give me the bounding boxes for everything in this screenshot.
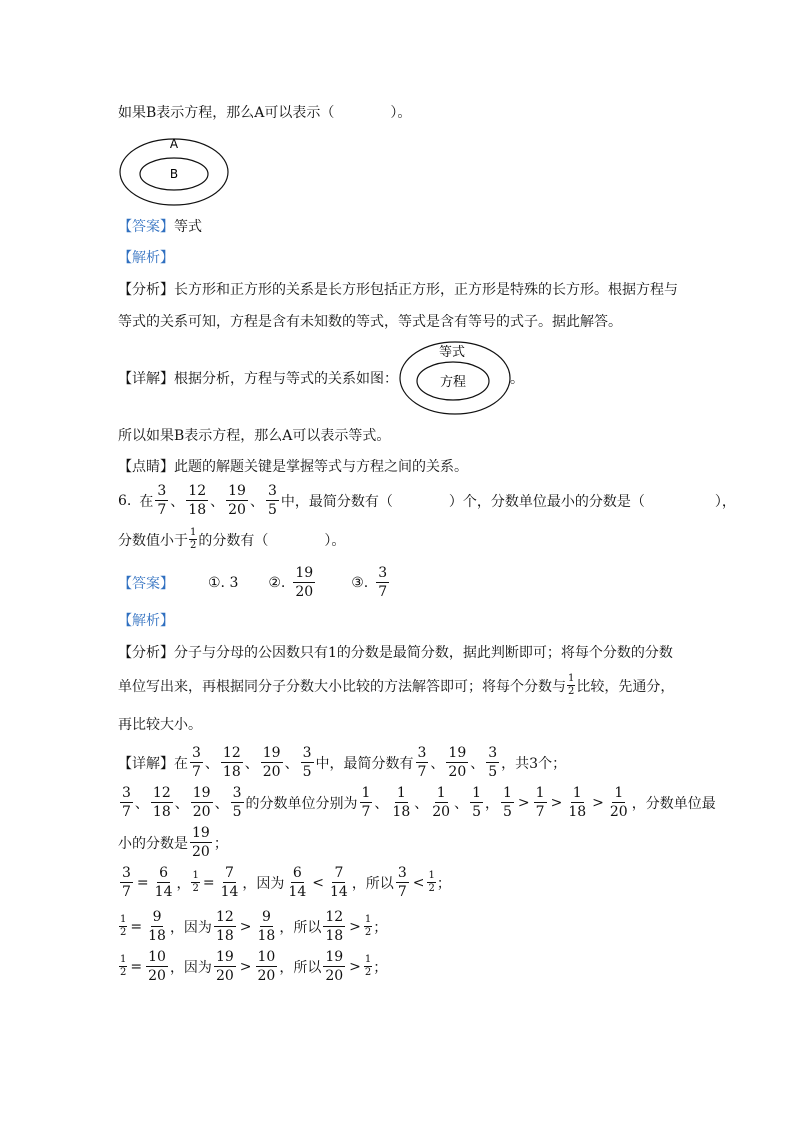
q6-compare-12-18: $\frac{1}{2}$ = $\frac{9}{18}$ ，因为 $\frac{12}{18}$ > $\frac{9}{18}$ ，所以 $\frac{12}{18}$ > $\frac{1}{2}$ ； xyxy=(120,909,388,944)
label-equality: 等式 xyxy=(438,345,466,360)
fraction-19-20: $\frac{19}{20}$ xyxy=(228,483,246,518)
answer-text: 等式 xyxy=(174,219,202,235)
q6-compare-19-20: $\frac{1}{2}$ = $\frac{10}{20}$ ，因为 $\frac{19}{20}$ > $\frac{10}{20}$ ，所以 $\frac{19}{20}$ > $\frac{1}{2}$ ； xyxy=(120,949,388,984)
dianjing-tag: 【点睛】 xyxy=(118,459,174,475)
label-equation: 方程 xyxy=(439,375,467,390)
q5-question: 如果B表示方程，那么A可以表示（ ）。 xyxy=(118,105,412,121)
jiexi-tag: 【解析】 xyxy=(118,250,174,266)
q6-question-line1: 6. 在 $\frac{3}{7}$ 、 $\frac{12}{18}$ 、 $\frac{19}{20}$ 、 $\frac{3}{5}$ 中，最简分数有（ ）个，分数单位最小的分数是（ ）， xyxy=(118,483,736,518)
q6-xiangjie-line1: 【详解】 在 $\frac{3}{7}$ 、 $\frac{12}{18}$ 、 $\frac{19}{20}$ 、 $\frac{3}{5}$ 中，最简分数有 $\frac{3}{7}$ 、 $\frac{19}{20}$ 、 $\frac{3}{5}$ ，共3个； xyxy=(118,745,567,780)
fraction-3-7: $\frac{3}{7}$ xyxy=(157,483,167,518)
label-b: B xyxy=(169,167,179,181)
answer-fraction-3-7: $\frac{3}{7}$ xyxy=(378,565,388,600)
q5-fenxi-line1: 【分析】长方形和正方形的关系是长方形包括正方形，正方形是特殊的长方形。根据方程与 xyxy=(118,282,678,298)
q6-compare-3-7: $\frac{3}{7}$ = $\frac{6}{14}$ ， $\frac{1}{2}$ = $\frac{7}{14}$ ，因为 $\frac{6}{14}$ < $\frac{7}{14}$ ，所以 $\frac{3}{7}$ < $\frac{1}{2}$ ； xyxy=(122,865,451,900)
q6-answer-row: 【答案】 ①. 3 ②. $\frac{19}{20}$ ③. $\frac{3}{7}$ xyxy=(118,565,388,600)
fraction-1-2: $\frac{1}{2}$ xyxy=(190,527,197,551)
xiangjie-tag: 【详解】 xyxy=(118,371,174,387)
q6-xiangjie-line2: $\frac{3}{7}$ 、 $\frac{12}{18}$ 、 $\frac{19}{20}$ 、 $\frac{3}{5}$ 的分数单位分别为 $\frac{1}{7}$ 、 $\frac{1}{18}$ 、 $\frac{1}{20}$ 、 $\frac{1}{5}$ ， $\frac{1}{5}$ > $\frac{1}{7}$ > $\frac{1}{18}$ > $\frac{1}{20}$ ，分数单位最 xyxy=(122,785,716,820)
q5-conclusion: 所以如果B表示方程，那么A可以表示等式。 xyxy=(118,428,391,444)
xiangjie-tag: 【详解】 xyxy=(118,755,174,772)
set-diagram-a-b xyxy=(118,136,232,208)
answer-tag: 【答案】 xyxy=(118,575,174,592)
q6-fenxi-line1: 【分析】分子与分母的公因数只有1的分数是最简分数，据此判断即可；将每个分数的分数 xyxy=(118,645,673,661)
jiexi-tag-q6: 【解析】 xyxy=(118,613,174,629)
q5-fenxi-line2: 等式的关系可知，方程是含有未知数的等式，等式是含有等号的式子。据此解答。 xyxy=(118,314,622,330)
fraction-3-5: $\frac{3}{5}$ xyxy=(267,483,277,518)
fraction-12-18: $\frac{12}{18}$ xyxy=(188,483,207,518)
fenxi-tag: 【分析】 xyxy=(118,282,174,298)
fenxi-tag: 【分析】 xyxy=(118,645,174,661)
answer-fraction-19-20: $\frac{19}{20}$ xyxy=(295,565,314,600)
answer-tag: 【答案】 xyxy=(118,219,174,235)
q6-question-line2: 分数值小于 $\frac{1}{2}$ 的分数有（ ）。 xyxy=(118,527,346,551)
label-a: A xyxy=(169,137,179,151)
q5-answer-row xyxy=(118,220,202,234)
q5-xiangjie: 【详解】根据分析，方程与等式的关系如图： xyxy=(118,371,398,387)
q6-xiangjie-line3: 小的分数是 $\frac{19}{20}$ ； xyxy=(118,825,228,860)
q5-dianjing: 【点睛】此题的解题关键是掌握等式与方程之间的关系。 xyxy=(118,459,468,475)
set-diagram-equation xyxy=(398,340,512,416)
q6-fenxi-line3: 再比较大小。 xyxy=(118,717,202,733)
q6-fenxi-line2: 单位写出来，再根据同分子分数大小比较的方法解答即可；将每个分数与 $\frac{1}{2}$ 比较，先通分， xyxy=(118,673,675,697)
period: 。 xyxy=(510,371,524,387)
